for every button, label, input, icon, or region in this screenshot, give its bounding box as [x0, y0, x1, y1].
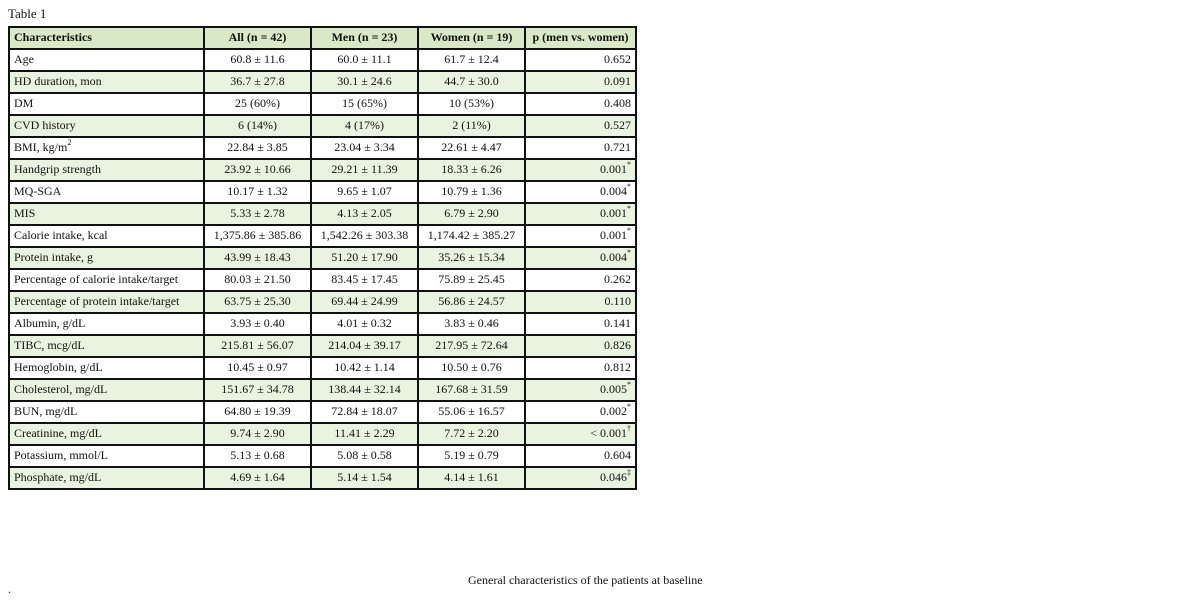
table-row	[9, 247, 636, 269]
cell-all-text: 22.84 ± 3.85	[227, 140, 288, 154]
cell-men-text: 60.0 ± 11.1	[337, 52, 392, 66]
cell-men	[311, 71, 418, 93]
cell-characteristic	[9, 225, 204, 247]
cell-p-value-text: 0.001	[600, 162, 627, 176]
cell-men-text: 23.04 ± 3.34	[334, 140, 395, 154]
header-row	[9, 27, 636, 49]
cell-characteristic	[9, 467, 204, 489]
trailing-mark: .	[8, 582, 11, 596]
cell-all-text: 10.17 ± 1.32	[227, 184, 288, 198]
table-row	[9, 357, 636, 379]
cell-men-text: 51.20 ± 17.90	[331, 250, 398, 264]
cell-all	[204, 93, 311, 115]
cell-p-value	[525, 445, 636, 467]
cell-all-text: 6 (14%)	[238, 118, 277, 132]
table-row	[9, 291, 636, 313]
cell-p-value	[525, 467, 636, 489]
cell-characteristic-text: Phosphate, mg/dL	[14, 470, 102, 484]
cell-characteristic-text: MIS	[14, 206, 36, 220]
cell-p-value	[525, 247, 636, 269]
cell-women	[418, 401, 525, 423]
cell-characteristic-text: Potassium, mmol/L	[14, 448, 109, 462]
table-row	[9, 159, 636, 181]
cell-men-text: 11.41 ± 2.29	[334, 426, 395, 440]
cell-all	[204, 181, 311, 203]
cell-characteristic-text: Creatinine, mg/dL	[14, 426, 102, 440]
cell-men-text: 5.14 ± 1.54	[337, 470, 392, 484]
cell-characteristic	[9, 115, 204, 137]
cell-women	[418, 225, 525, 247]
cell-women-text: 10.50 ± 0.76	[441, 360, 502, 374]
cell-men-text: 1,542.26 ± 303.38	[320, 228, 409, 242]
cell-all-text: 151.67 ± 34.78	[221, 382, 294, 396]
cell-characteristic	[9, 379, 204, 401]
cell-men	[311, 93, 418, 115]
cell-p-value-superscript: ‡	[627, 468, 631, 477]
table-caption: General characteristics of the patients at baseline	[468, 573, 703, 587]
cell-all-text: 3.93 ± 0.40	[230, 316, 285, 330]
cell-women	[418, 269, 525, 291]
cell-all-text: 215.81 ± 56.07	[221, 338, 294, 352]
cell-all-text: 80.03 ± 21.50	[224, 272, 291, 286]
cell-men	[311, 269, 418, 291]
table-row	[9, 181, 636, 203]
cell-all	[204, 291, 311, 313]
table-row	[9, 335, 636, 357]
table-row	[9, 71, 636, 93]
cell-p-value	[525, 401, 636, 423]
cell-p-value-text: 0.652	[604, 52, 631, 66]
cell-all-text: 36.7 ± 27.8	[230, 74, 285, 88]
cell-p-value-text: 0.812	[604, 360, 631, 374]
cell-men-text: 69.44 ± 24.99	[331, 294, 398, 308]
characteristics-table	[8, 26, 637, 490]
cell-men-text: 4 (17%)	[345, 118, 384, 132]
cell-p-value-superscript: *	[627, 182, 631, 191]
cell-men	[311, 137, 418, 159]
cell-men-text: 72.84 ± 18.07	[331, 404, 398, 418]
table-row	[9, 379, 636, 401]
cell-women	[418, 291, 525, 313]
table-row	[9, 137, 636, 159]
cell-all	[204, 445, 311, 467]
cell-men	[311, 467, 418, 489]
cell-p-value-text: 0.001	[600, 206, 627, 220]
cell-characteristic	[9, 181, 204, 203]
cell-p-value-text: 0.091	[604, 74, 631, 88]
cell-women-text: 6.79 ± 2.90	[444, 206, 499, 220]
cell-characteristic-text: MQ-SGA	[14, 184, 62, 198]
cell-all	[204, 335, 311, 357]
cell-characteristic-text: BUN, mg/dL	[14, 404, 78, 418]
cell-men-text: 214.04 ± 39.17	[328, 338, 401, 352]
cell-women-text: 18.33 ± 6.26	[441, 162, 502, 176]
cell-p-value-superscript: *	[627, 204, 631, 213]
cell-all	[204, 203, 311, 225]
cell-characteristic-text: HD duration, mon	[14, 74, 102, 88]
header-all: All (n = 42)	[204, 27, 311, 49]
cell-all	[204, 49, 311, 71]
cell-p-value-text: 0.826	[604, 338, 631, 352]
cell-p-value-superscript: *	[627, 402, 631, 411]
cell-p-value	[525, 137, 636, 159]
cell-women	[418, 71, 525, 93]
table-row	[9, 49, 636, 71]
cell-women	[418, 93, 525, 115]
cell-p-value	[525, 159, 636, 181]
cell-characteristic	[9, 247, 204, 269]
cell-women-text: 44.7 ± 30.0	[444, 74, 499, 88]
cell-characteristic-text: CVD history	[14, 118, 76, 132]
cell-p-value-text: 0.604	[604, 448, 631, 462]
table-row	[9, 401, 636, 423]
cell-men-text: 4.13 ± 2.05	[337, 206, 392, 220]
cell-men	[311, 203, 418, 225]
cell-men-text: 4.01 ± 0.32	[337, 316, 392, 330]
cell-women	[418, 335, 525, 357]
cell-p-value	[525, 181, 636, 203]
header-women: Women (n = 19)	[418, 27, 525, 49]
cell-characteristic	[9, 401, 204, 423]
cell-women-text: 35.26 ± 15.34	[438, 250, 505, 264]
cell-all-text: 1,375.86 ± 385.86	[213, 228, 302, 242]
cell-p-value	[525, 379, 636, 401]
cell-men-text: 5.08 ± 0.58	[337, 448, 392, 462]
cell-characteristic-text: Percentage of protein intake/target	[14, 294, 180, 308]
header-men: Men (n = 23)	[311, 27, 418, 49]
cell-all	[204, 115, 311, 137]
cell-p-value-text: 0.408	[604, 96, 631, 110]
cell-women-text: 7.72 ± 2.20	[444, 426, 499, 440]
cell-women	[418, 203, 525, 225]
cell-characteristic	[9, 291, 204, 313]
cell-characteristic	[9, 137, 204, 159]
cell-women	[418, 115, 525, 137]
cell-men	[311, 49, 418, 71]
cell-men-text: 9.65 ± 1.07	[337, 184, 392, 198]
table-label: Table 1	[8, 6, 47, 21]
cell-all	[204, 401, 311, 423]
cell-p-value	[525, 93, 636, 115]
cell-all	[204, 247, 311, 269]
cell-p-value	[525, 49, 636, 71]
cell-characteristic-text: Calorie intake, kcal	[14, 228, 108, 242]
cell-characteristic-text: DM	[14, 96, 34, 110]
cell-women	[418, 357, 525, 379]
cell-women-text: 10 (53%)	[449, 96, 494, 110]
cell-men-text: 10.42 ± 1.14	[334, 360, 395, 374]
cell-all-text: 10.45 ± 0.97	[227, 360, 288, 374]
cell-p-value	[525, 291, 636, 313]
cell-women	[418, 137, 525, 159]
cell-p-value-text: 0.527	[604, 118, 631, 132]
cell-p-value-superscript: †	[627, 424, 631, 433]
cell-women-text: 167.68 ± 31.59	[435, 382, 508, 396]
cell-p-value	[525, 203, 636, 225]
cell-all	[204, 269, 311, 291]
cell-all-text: 43.99 ± 18.43	[224, 250, 291, 264]
cell-all-text: 60.8 ± 11.6	[230, 52, 285, 66]
cell-characteristic-text: BMI, kg/m	[14, 140, 68, 154]
table-row	[9, 115, 636, 137]
cell-all-text: 64.80 ± 19.39	[224, 404, 291, 418]
table-row	[9, 93, 636, 115]
cell-p-value	[525, 335, 636, 357]
cell-p-value-text: 0.046	[600, 470, 627, 484]
cell-characteristic	[9, 49, 204, 71]
cell-women-text: 61.7 ± 12.4	[444, 52, 499, 66]
cell-men-text: 29.21 ± 11.39	[331, 162, 398, 176]
table-row	[9, 203, 636, 225]
cell-p-value-superscript: *	[627, 380, 631, 389]
cell-all	[204, 159, 311, 181]
cell-women	[418, 159, 525, 181]
cell-p-value-text: 0.002	[600, 404, 627, 418]
cell-men-text: 138.44 ± 32.14	[328, 382, 401, 396]
table-row	[9, 445, 636, 467]
cell-women	[418, 467, 525, 489]
cell-all-text: 5.33 ± 2.78	[230, 206, 285, 220]
cell-p-value	[525, 115, 636, 137]
cell-women-text: 22.61 ± 4.47	[441, 140, 502, 154]
cell-p-value-text: < 0.001	[590, 426, 627, 440]
cell-men	[311, 423, 418, 445]
cell-men	[311, 401, 418, 423]
cell-characteristic-text: Hemoglobin, g/dL	[14, 360, 103, 374]
cell-men	[311, 379, 418, 401]
cell-characteristic-text: Handgrip strength	[14, 162, 101, 176]
cell-women-text: 5.19 ± 0.79	[444, 448, 499, 462]
cell-men	[311, 159, 418, 181]
cell-p-value	[525, 423, 636, 445]
table-body	[9, 49, 636, 489]
cell-women	[418, 423, 525, 445]
table-row	[9, 269, 636, 291]
header-p-value: p (men vs. women)	[525, 27, 636, 49]
cell-all-text: 4.69 ± 1.64	[230, 470, 285, 484]
cell-women	[418, 445, 525, 467]
cell-all	[204, 379, 311, 401]
cell-all	[204, 423, 311, 445]
cell-men	[311, 357, 418, 379]
cell-p-value	[525, 225, 636, 247]
cell-men	[311, 181, 418, 203]
cell-women-text: 75.89 ± 25.45	[438, 272, 505, 286]
cell-men	[311, 291, 418, 313]
cell-women-text: 4.14 ± 1.61	[444, 470, 499, 484]
cell-characteristic-superscript: 2	[67, 138, 72, 147]
cell-all	[204, 71, 311, 93]
cell-women-text: 2 (11%)	[452, 118, 491, 132]
cell-p-value-text: 0.004	[600, 184, 627, 198]
cell-p-value-superscript: *	[627, 226, 631, 235]
cell-women	[418, 49, 525, 71]
cell-characteristic	[9, 335, 204, 357]
cell-all	[204, 467, 311, 489]
cell-characteristic	[9, 269, 204, 291]
cell-characteristic-text: Protein intake, g	[14, 250, 93, 264]
header-characteristics: Characteristics	[9, 27, 204, 49]
cell-women	[418, 181, 525, 203]
cell-all	[204, 313, 311, 335]
cell-characteristic	[9, 445, 204, 467]
cell-p-value	[525, 313, 636, 335]
cell-characteristic	[9, 93, 204, 115]
cell-men	[311, 335, 418, 357]
cell-p-value-text: 0.004	[600, 250, 627, 264]
cell-characteristic	[9, 313, 204, 335]
cell-men-text: 83.45 ± 17.45	[331, 272, 398, 286]
cell-p-value-text: 0.001	[600, 228, 627, 242]
table-row	[9, 423, 636, 445]
cell-women-text: 3.83 ± 0.46	[444, 316, 499, 330]
cell-men-text: 15 (65%)	[342, 96, 387, 110]
cell-characteristic	[9, 357, 204, 379]
cell-characteristic	[9, 423, 204, 445]
cell-p-value	[525, 357, 636, 379]
cell-characteristic-text: Cholesterol, mg/dL	[14, 382, 108, 396]
table-row	[9, 313, 636, 335]
cell-characteristic	[9, 71, 204, 93]
cell-women-text: 10.79 ± 1.36	[441, 184, 502, 198]
cell-men	[311, 225, 418, 247]
cell-characteristic	[9, 159, 204, 181]
cell-all-text: 5.13 ± 0.68	[230, 448, 285, 462]
table-row	[9, 467, 636, 489]
cell-women-text: 1,174.42 ± 385.27	[427, 228, 516, 242]
cell-p-value	[525, 269, 636, 291]
cell-women	[418, 379, 525, 401]
cell-men-text: 30.1 ± 24.6	[337, 74, 392, 88]
cell-p-value-superscript: *	[627, 160, 631, 169]
cell-all-text: 25 (60%)	[235, 96, 280, 110]
cell-p-value-superscript: *	[627, 248, 631, 257]
cell-characteristic-text: TIBC, mcg/dL	[14, 338, 85, 352]
cell-p-value-text: 0.721	[604, 140, 631, 154]
cell-p-value-text: 0.005	[600, 382, 627, 396]
cell-men	[311, 445, 418, 467]
cell-women	[418, 247, 525, 269]
cell-characteristic-text: Age	[14, 52, 34, 66]
cell-men	[311, 115, 418, 137]
cell-all	[204, 225, 311, 247]
cell-women-text: 55.06 ± 16.57	[438, 404, 505, 418]
cell-characteristic-text: Albumin, g/dL	[14, 316, 86, 330]
table-row	[9, 225, 636, 247]
cell-all	[204, 137, 311, 159]
cell-all-text: 23.92 ± 10.66	[224, 162, 291, 176]
cell-men	[311, 313, 418, 335]
cell-women-text: 56.86 ± 24.57	[438, 294, 505, 308]
cell-p-value	[525, 71, 636, 93]
cell-women	[418, 313, 525, 335]
cell-p-value-text: 0.262	[604, 272, 631, 286]
cell-women-text: 217.95 ± 72.64	[435, 338, 508, 352]
cell-characteristic-text: Percentage of calorie intake/target	[14, 272, 179, 286]
cell-men	[311, 247, 418, 269]
cell-all-text: 63.75 ± 25.30	[224, 294, 291, 308]
cell-p-value-text: 0.110	[604, 294, 631, 308]
cell-characteristic	[9, 203, 204, 225]
cell-p-value-text: 0.141	[604, 316, 631, 330]
cell-all	[204, 357, 311, 379]
cell-all-text: 9.74 ± 2.90	[230, 426, 285, 440]
